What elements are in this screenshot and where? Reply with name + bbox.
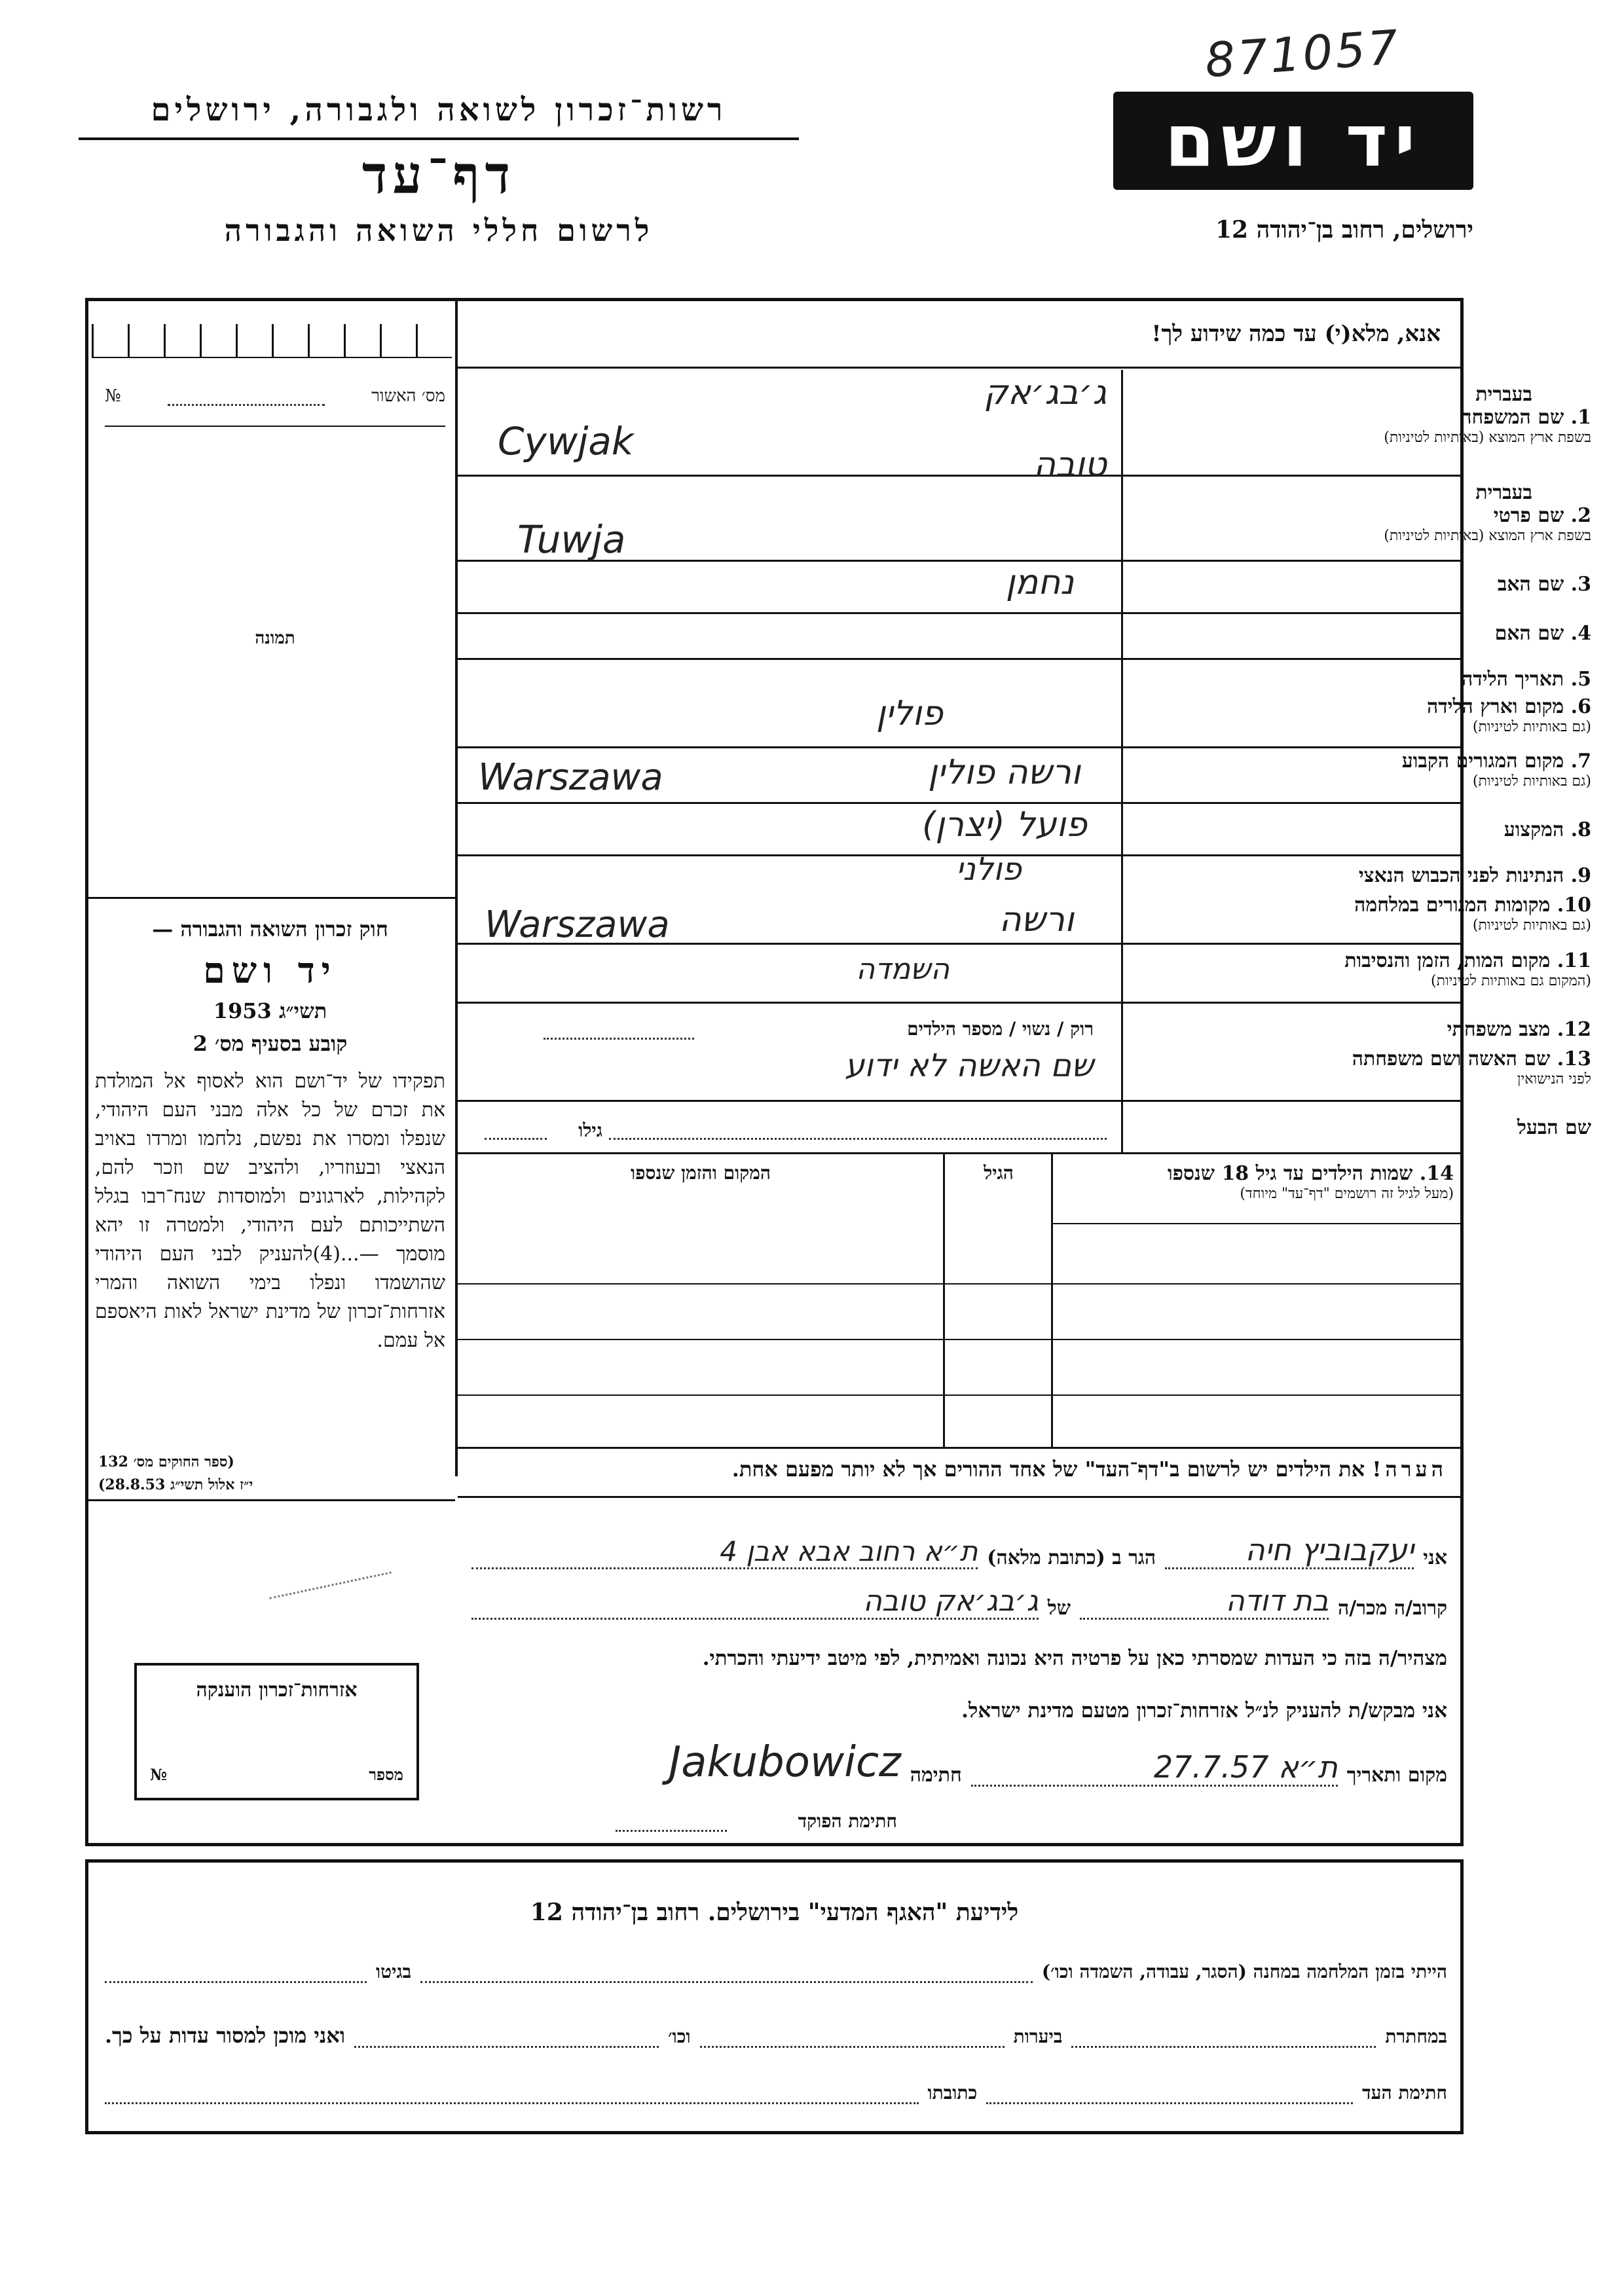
declarant-line: אני יעקבוביץ חיה הגר ב (כתובת מלאה) ת״א רחוב אבא אבן 4 xyxy=(471,1532,1447,1569)
form-title: דף־עד xyxy=(361,144,516,206)
ruler-ticks xyxy=(92,324,452,358)
marital-status-value: רוק / נשוי / מספר הילדים xyxy=(907,1018,1094,1040)
left-bottom-rule xyxy=(88,1499,455,1501)
row-4-label: 4. שם האם xyxy=(1494,622,1591,645)
death-place-value: השמדה xyxy=(856,953,950,986)
instruction-rule xyxy=(458,367,1464,369)
signature-value: Jakubowicz xyxy=(669,1738,901,1787)
children-place-header: המקום והזמן שנספו xyxy=(631,1162,771,1184)
relation-line: קרוב/ה מכר/ה בת דודה של ג׳בג׳אק טובה xyxy=(471,1584,1447,1620)
firstname-hebrew-value: טובה xyxy=(1033,445,1107,484)
bottom-line-2: במחתרת ביערות וכו׳ ואני מוכן למסור עדות על כך. xyxy=(105,2023,1447,2048)
husband-age-label: גילו xyxy=(578,1120,602,1141)
relation-value: בת דודה xyxy=(1080,1584,1329,1620)
logo-text: יד ושם xyxy=(1164,99,1422,183)
row-1-hebrew-tag: בעברית xyxy=(1475,383,1532,406)
header-address: ירושלים, רחוב בן־יהודה 12 xyxy=(1215,216,1473,244)
row-3-label: 3. שם האב xyxy=(1497,573,1591,596)
firstname-latin-value: Tuwja xyxy=(517,517,626,562)
note-label: הערה! xyxy=(1372,1457,1447,1482)
children-title: 14. שמות הילדים עד גיל 18 שנספו (מעל לגיל זה רושמים "דף־עד" מיוחד) xyxy=(1167,1162,1454,1202)
row-6-label: 6. מקום וארץ הלידה (גם באותיות לטיניות) xyxy=(1426,695,1591,735)
citizenship-box-number: מספר № xyxy=(150,1765,403,1784)
law-heading: חוק זכרון השואה והגבורה — xyxy=(152,917,388,941)
relation-of-value: ג׳בג׳אק טובה xyxy=(471,1584,1039,1620)
citizenship-value: פולני xyxy=(955,851,1022,888)
header-underline xyxy=(79,137,799,140)
request-text: אני מבקש/ת להעניק לנ״ל אזרחות־זכרון מטעם מדינת ישראל. xyxy=(961,1699,1447,1722)
law-text: תפקידו של יד־ושם הוא לאסוף אל המולדת את זכרם של כל אלה מבני העם היהודי, שנפלו ומסרו את נפשם, נלחמו ומרדו באויב הנאצי ובעוזריו, ולהציב שם וזכר להם, לקהילות, לארגונים ולמוסדות שנח־רבו בגלל השתייכותם לעם היהודי, ולמטרה זו יהא מוסמך —...(4)להעניק לבני העם היהודי שהושמדו ונפלו בימי השואה והמרי אזרחות־זכרון של מדינת ישראל לאות היאספם אל עמם. xyxy=(95,1070,445,1352)
yad-vashem-logo xyxy=(1113,92,1473,190)
wartime-residence-latin-value: Warszawa xyxy=(485,903,670,946)
note-text: הערה! את הילדים יש לרשום ב"דף־העד" של אחד ההורים אך לא יותר מפעם אחת. xyxy=(731,1457,1447,1482)
place-date-line: מקום ותאריך ת״א 27.7.57 חתימה Jakubowicz xyxy=(669,1738,1447,1787)
declaration-text: מצהיר/ה בזה כי העדות שמסרתי כאן על פרטיה היא נכונה ואמיתית, לפי מיטב ידיעתי והכרתי. xyxy=(702,1647,1447,1670)
birth-place-value: פולין xyxy=(876,694,943,733)
wife-name-value: שם האשה לא ידוע xyxy=(845,1048,1094,1084)
instruction-text: אנא, מלא(י) עד כמה שידוע לך! xyxy=(1151,321,1441,347)
surname-latin-value: Cywjak xyxy=(498,419,634,464)
photo-label: תמונה xyxy=(255,629,295,648)
residence-latin-value: Warszawa xyxy=(478,756,663,799)
permit-rule xyxy=(105,426,445,427)
citizenship-box-title: אזרחות־זכרון הוענקה xyxy=(196,1679,358,1702)
label-column-divider xyxy=(1121,370,1123,1152)
photo-bottom-rule xyxy=(88,897,455,899)
permit-no-label: № xyxy=(105,386,121,406)
row-7-label: 7. מקום המגורים הקבוע (גם באותיות לטיניות) xyxy=(1401,750,1591,790)
residence-value: ורשה פולין xyxy=(928,753,1080,792)
row-5-label: 5. תאריך הלידה xyxy=(1462,668,1591,691)
law-clause: קובע בסעיף מס׳ 2 xyxy=(193,1031,348,1056)
declarant-name-value: יעקבוביץ חיה xyxy=(1165,1532,1414,1569)
children-age-header: הגיל xyxy=(984,1162,1014,1184)
row-2-label: בעברית 2. שם פרטי בשפת ארץ המוצא (באותיות לטיניות) xyxy=(1316,481,1591,544)
law-source-date: י״ז אלול תשי״ג 28.8.53) xyxy=(98,1476,253,1493)
row-1-label: בעברית 1. שם המשפחה בשפת ארץ המוצא (באותיות לטיניות) xyxy=(1316,383,1591,446)
father-name-value: נחמן xyxy=(1005,563,1074,602)
declarant-address-value: ת״א רחוב אבא אבן 4 xyxy=(471,1535,978,1569)
law-source: (ספר החוקים מס׳ 132 xyxy=(98,1453,234,1470)
surname-hebrew-value: ג׳בג׳אק xyxy=(984,373,1107,412)
wartime-residence-value: ורשה xyxy=(999,900,1074,939)
permit-label: מס׳ האשור xyxy=(371,386,445,406)
law-year: תשי״ג 1953 xyxy=(213,998,327,1023)
profession-value: פועל (יצרן) xyxy=(922,805,1087,845)
bottom-line-1: הייתי בזמן המלחמה במחנה (הסגר, עבודה, השמדה וכו׳) בגיטו xyxy=(105,1961,1447,1983)
husband-label: שם הבעל xyxy=(1517,1116,1591,1139)
row-11-label: 11. מקום המות, הזמן והנסיבות (המקום גם באותיות לטיניות) xyxy=(1344,949,1591,989)
official-signature-label: חתימת הפוקד xyxy=(798,1810,897,1832)
row-8-label: 8. המקצוע xyxy=(1504,818,1591,841)
citizenship-box xyxy=(134,1663,419,1800)
row-12-label: 12. מצב משפחתי xyxy=(1447,1018,1591,1041)
law-name: יד ושם xyxy=(203,949,337,991)
row-13-label: 13. שם האשה ושם משפחתה לפני הנישואין xyxy=(1352,1048,1591,1087)
authority-name: רשות־זכרון לשואה ולגבורה, ירושלים xyxy=(151,92,727,128)
row-9-label: 9. הנתינות לפני הכבוש הנאצי xyxy=(1358,864,1591,887)
row-2-hebrew-tag: בעברית xyxy=(1475,481,1532,504)
archive-number: 871057 xyxy=(1203,19,1403,88)
row-10-label: 10. מקומות המגורים במלחמה (גם באותיות לטיניות) xyxy=(1354,894,1591,934)
place-date-value: ת״א 27.7.57 xyxy=(971,1749,1338,1787)
form-subtitle: לרשום חללי השואה והגבורה xyxy=(224,213,654,248)
bottom-title: לידיעת "האגף המדעי" בירושלים. רחוב בן־יהודה 12 xyxy=(530,1899,1019,1926)
permit-number-field xyxy=(105,386,445,406)
bottom-line-3: חתימת העד כתובתו xyxy=(105,2082,1447,2104)
